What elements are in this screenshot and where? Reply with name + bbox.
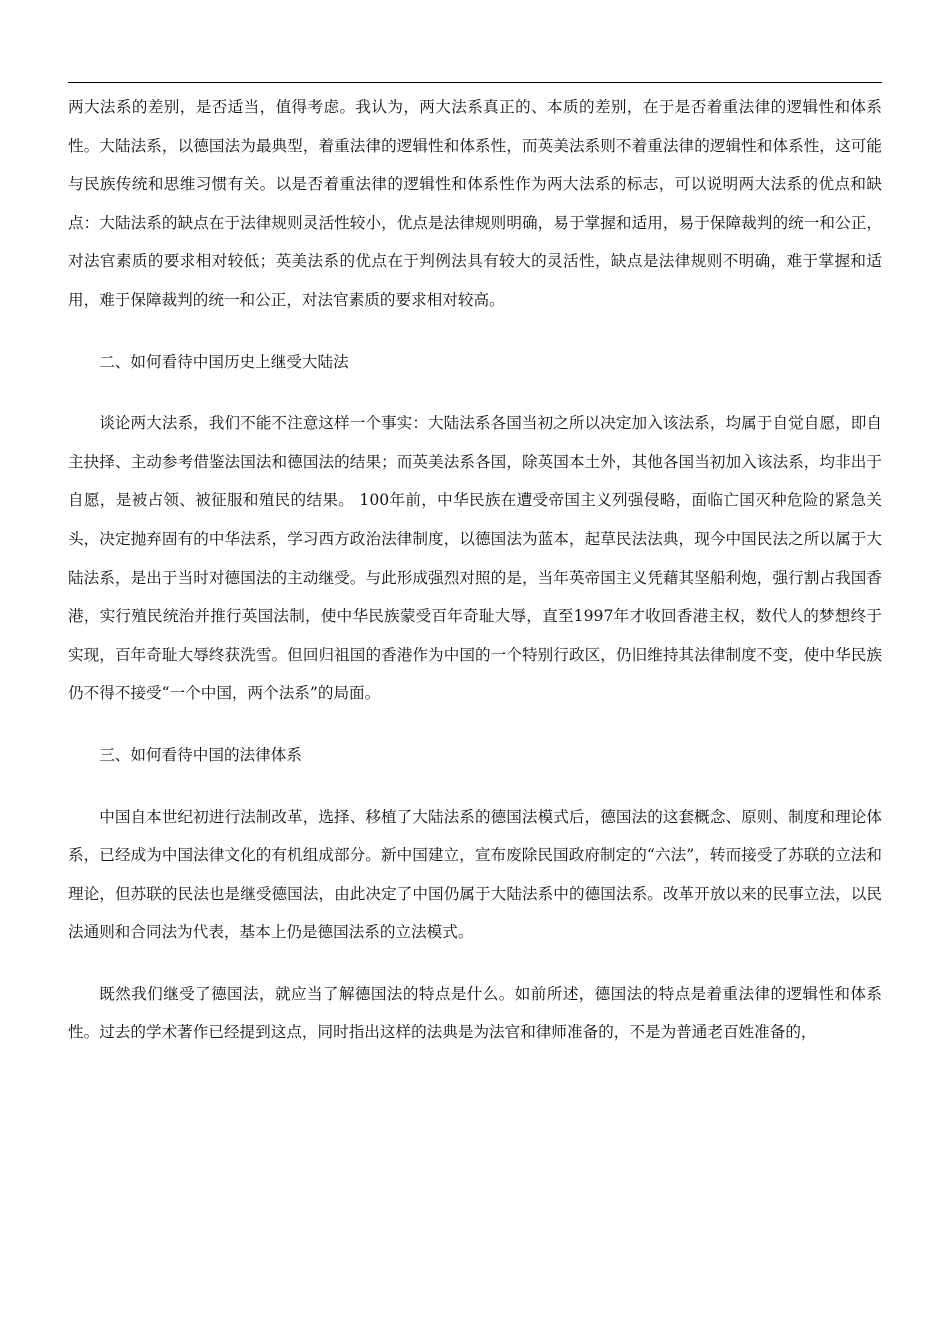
header-rule: [68, 82, 882, 83]
document-body: [68, 88, 882, 1052]
paragraph-gap: [68, 952, 882, 975]
body-paragraph-1: 两大法系的差别，是否适当，值得考虑。我认为，两大法系真正的、本质的差别，在于是否着重法律的逻辑性和体系性。大陆法系，以德国法为最典型，着重法律的逻辑性和体系性，而英美法系则不着重法律的逻辑性和体系性，这可能与民族传统和思维习惯有关。以是否着重法律的逻辑性和体系性作为两大法系的标志，可以说明两大法系的优点和缺点：大陆法系的缺点在于法律规则灵活性较小，优点是法律规则明确，易于掌握和适用，易于保障裁判的统一和公正，对法官素质的要求相对较低；英美法系的优点在于判例法具有较大的灵活性，缺点是法律规则不明确，难于掌握和适用，难于保障裁判的统一和公正，对法官素质的要求相对较高。: [68, 98, 882, 309]
body-paragraph-3: 中国自本世纪初进行法制改革，选择、移植了大陆法系的德国法模式后，德国法的这套概念、原则、制度和理论体系，已经成为中国法律文化的有机组成部分。新中国建立，宣布废除民国政府制定的“六法”，转而接受了苏联的立法和理论，但苏联的民法也是继受德国法，由此决定了中国仍属于大陆法系中的德国法系。改革开放以来的民事立法，以民法通则和合同法为代表，基本上仍是德国法系的立法模式。: [68, 807, 882, 942]
body-paragraph-4: 既然我们继受了德国法，就应当了解德国法的特点是什么。如前所述，德国法的特点是着重法律的逻辑性和体系性。过去的学术著作已经提到这点，同时指出这样的法典是为法官和律师准备的，不是为普通老百姓准备的，: [68, 984, 882, 1042]
paragraph-gap: [68, 381, 882, 404]
paragraph-gap: [68, 713, 882, 736]
section-heading-3: 三、如何看待中国的法律体系: [99, 745, 302, 764]
body-paragraph-2: 谈论两大法系，我们不能不注意这样一个事实：大陆法系各国当初之所以决定加入该法系，均属于自觉自愿，即自主抉择、主动参考借鉴法国法和德国法的结果；而英美法系各国，除英国本土外，其他各国当初加入该法系，均非出于自愿，是被占领、被征服和殖民的结果。 100年前，中华民族在遭受帝国主义列强侵略，面临亡国灭种危险的紧急关头，决定抛弃固有的中华法系，学习西方政治法律制度，以德国法为蓝本，起草民法法典，现今中国民法之所以属于大陆法系，是出于当时对德国法的主动继受。与此形成强烈对照的是，当年英帝国主义凭藉其坚船利炮，强行割占我国香港，实行殖民统治并推行英国法制，使中华民族蒙受百年奇耻大辱，直至1997年才收回香港主权，数代人的梦想终于实现，百年奇耻大辱终获洗雪。但回归祖国的香港作为中国的一个特别行政区，仍旧维持其法律制度不变，使中华民族仍不得不接受“一个中国，两个法系”的局面。: [68, 414, 882, 703]
section-heading-2: 二、如何看待中国历史上继受大陆法: [99, 352, 349, 371]
paragraph-gap: [68, 320, 882, 343]
paragraph-gap: [68, 775, 882, 798]
